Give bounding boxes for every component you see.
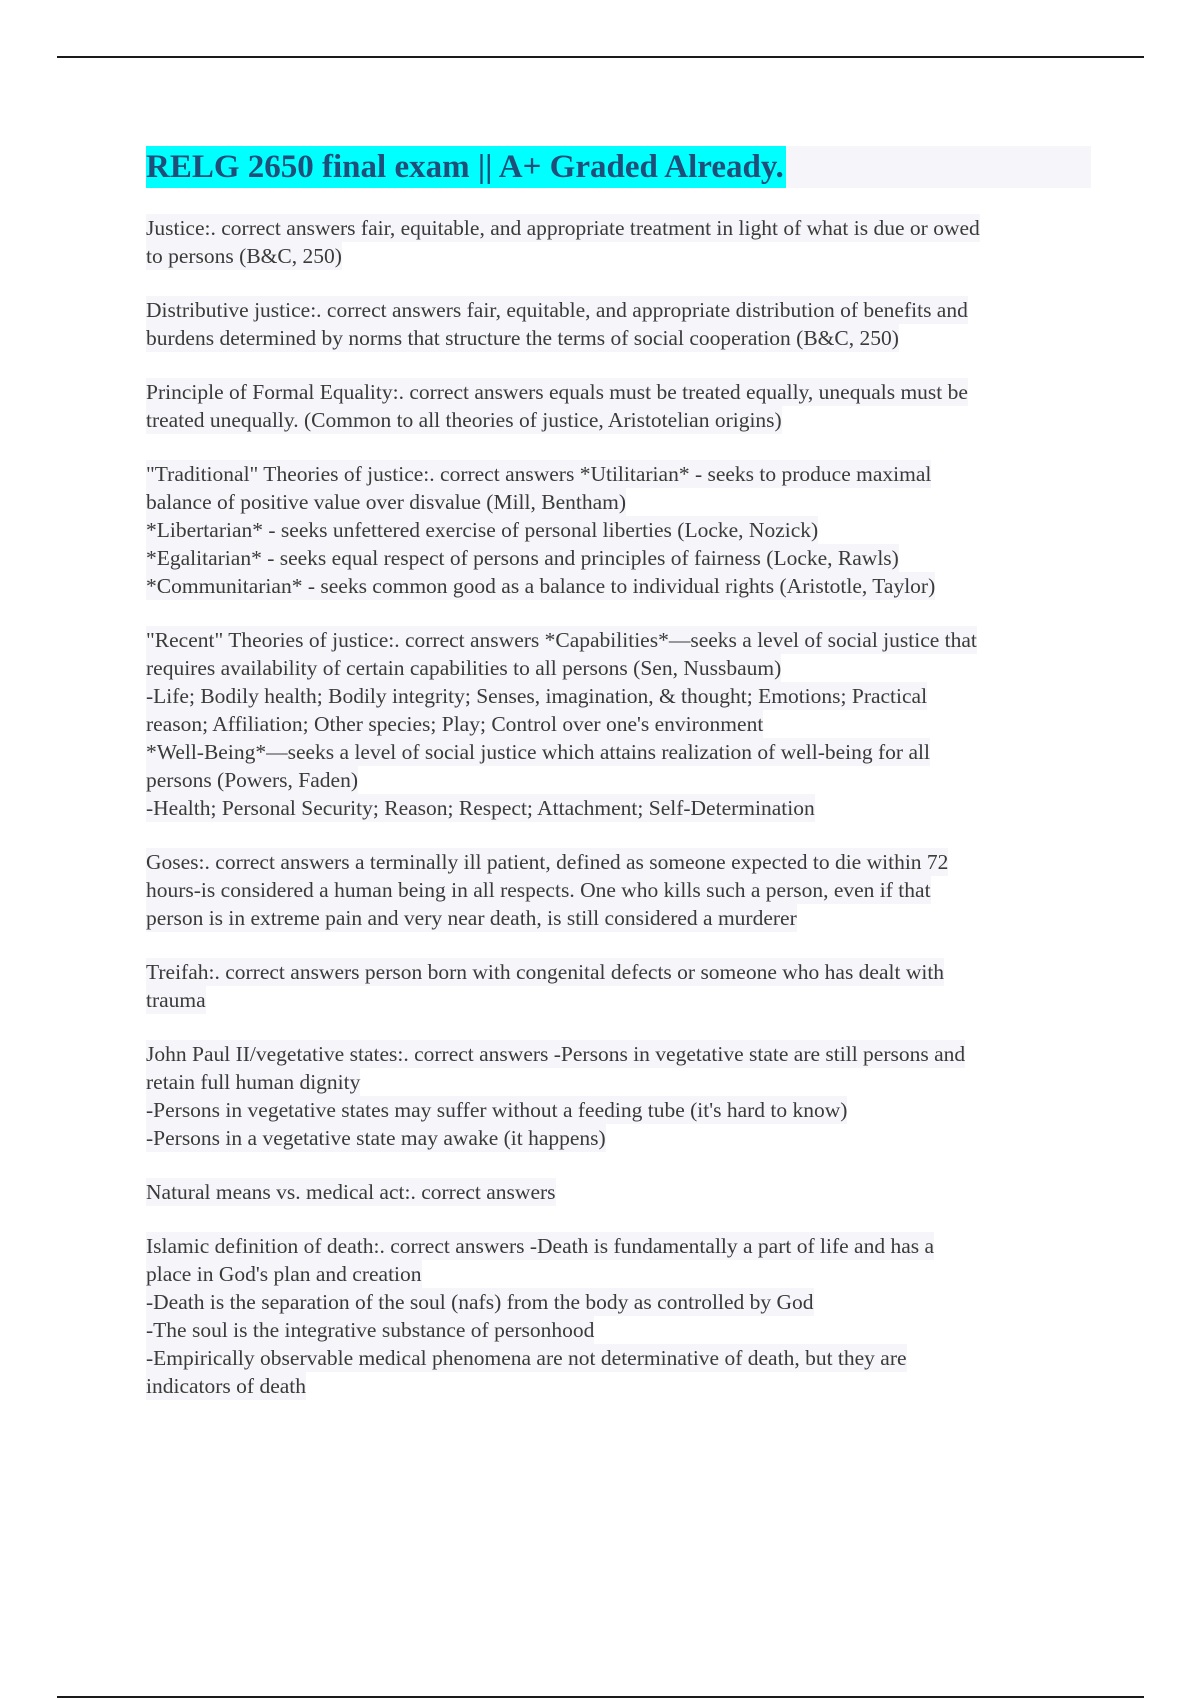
entry-line: requires availability of certain capabilities to all persons (Sen, Nussbaum) (146, 656, 782, 680)
entry-goses (146, 848, 1091, 932)
entry-distributive-justice (146, 296, 1091, 352)
entry-line: -Persons in vegetative states may suffer without a feeding tube (it's hard to know) (146, 1098, 848, 1122)
page-content (146, 146, 1091, 1426)
entry-line: Goses:. correct answers a terminally ill patient, defined as someone expected to die within 72 (146, 850, 949, 874)
entry-line: person is in extreme pain and very near death, is still considered a murderer (146, 906, 797, 930)
entry-formal-equality (146, 378, 1091, 434)
entry-line: *Communitarian* - seeks common good as a balance to individual rights (Aristotle, Taylor) (146, 574, 936, 598)
entry-line: -Life; Bodily health; Bodily integrity; Senses, imagination, & thought; Emotions; Practical (146, 684, 928, 708)
entry-vegetative-states (146, 1040, 1091, 1152)
title-row (146, 146, 1091, 188)
entry-line: Justice:. correct answers fair, equitable, and appropriate treatment in light of what is due or owed (146, 216, 980, 240)
entry-line: indicators of death (146, 1374, 307, 1398)
entry-line: trauma (146, 988, 206, 1012)
entry-line: Treifah:. correct answers person born with congenital defects or someone who has dealt with (146, 960, 945, 984)
entry-line: Distributive justice:. correct answers fair, equitable, and appropriate distribution of benefits and (146, 298, 968, 322)
entry-line: treated unequally. (Common to all theories of justice, Aristotelian origins) (146, 408, 782, 432)
entry-line: *Egalitarian* - seeks equal respect of persons and principles of fairness (Locke, Rawls) (146, 546, 899, 570)
entry-recent-theories (146, 626, 1091, 822)
entry-line: -Persons in a vegetative state may awake (it happens) (146, 1126, 606, 1150)
bottom-rule (57, 1696, 1144, 1698)
entry-line: burdens determined by norms that structure the terms of social cooperation (B&C, 250) (146, 326, 899, 350)
entry-line: *Well-Being*—seeks a level of social justice which attains realization of well-being for all (146, 740, 930, 764)
entry-line: balance of positive value over disvalue (Mill, Bentham) (146, 490, 627, 514)
entry-line: *Libertarian* - seeks unfettered exercise of personal liberties (Locke, Nozick) (146, 518, 819, 542)
entry-justice (146, 214, 1091, 270)
entry-line: Natural means vs. medical act:. correct answers (146, 1180, 556, 1204)
entry-line: -Death is the separation of the soul (nafs) from the body as controlled by God (146, 1290, 814, 1314)
entry-treifah (146, 958, 1091, 1014)
entry-line: -Health; Personal Security; Reason; Respect; Attachment; Self-Determination (146, 796, 815, 820)
entry-line: John Paul II/vegetative states:. correct answers -Persons in vegetative state are still persons and (146, 1042, 966, 1066)
entry-line: "Recent" Theories of justice:. correct answers *Capabilities*—seeks a level of social justice that (146, 628, 977, 652)
entry-line: Principle of Formal Equality:. correct answers equals must be treated equally, unequals must be (146, 380, 968, 404)
top-rule (57, 56, 1144, 58)
entry-line: retain full human dignity (146, 1070, 361, 1094)
entry-line: to persons (B&C, 250) (146, 244, 342, 268)
entry-line: hours-is considered a human being in all respects. One who kills such a person, even if that (146, 878, 931, 902)
entry-line: -Empirically observable medical phenomena are not determinative of death, but they are (146, 1346, 907, 1370)
entry-line: persons (Powers, Faden) (146, 768, 358, 792)
entry-line: -The soul is the integrative substance of personhood (146, 1318, 595, 1342)
entry-line: place in God's plan and creation (146, 1262, 422, 1286)
entry-natural-means (146, 1178, 1091, 1206)
entry-islamic-death (146, 1232, 1091, 1400)
entry-line: Islamic definition of death:. correct answers -Death is fundamentally a part of life and has a (146, 1234, 935, 1258)
entry-line: "Traditional" Theories of justice:. correct answers *Utilitarian* - seeks to produce maximal (146, 462, 932, 486)
entry-traditional-theories (146, 460, 1091, 600)
entry-line: reason; Affiliation; Other species; Play; Control over one's environment (146, 712, 764, 736)
page-title: RELG 2650 final exam || A+ Graded Already. (146, 146, 786, 188)
